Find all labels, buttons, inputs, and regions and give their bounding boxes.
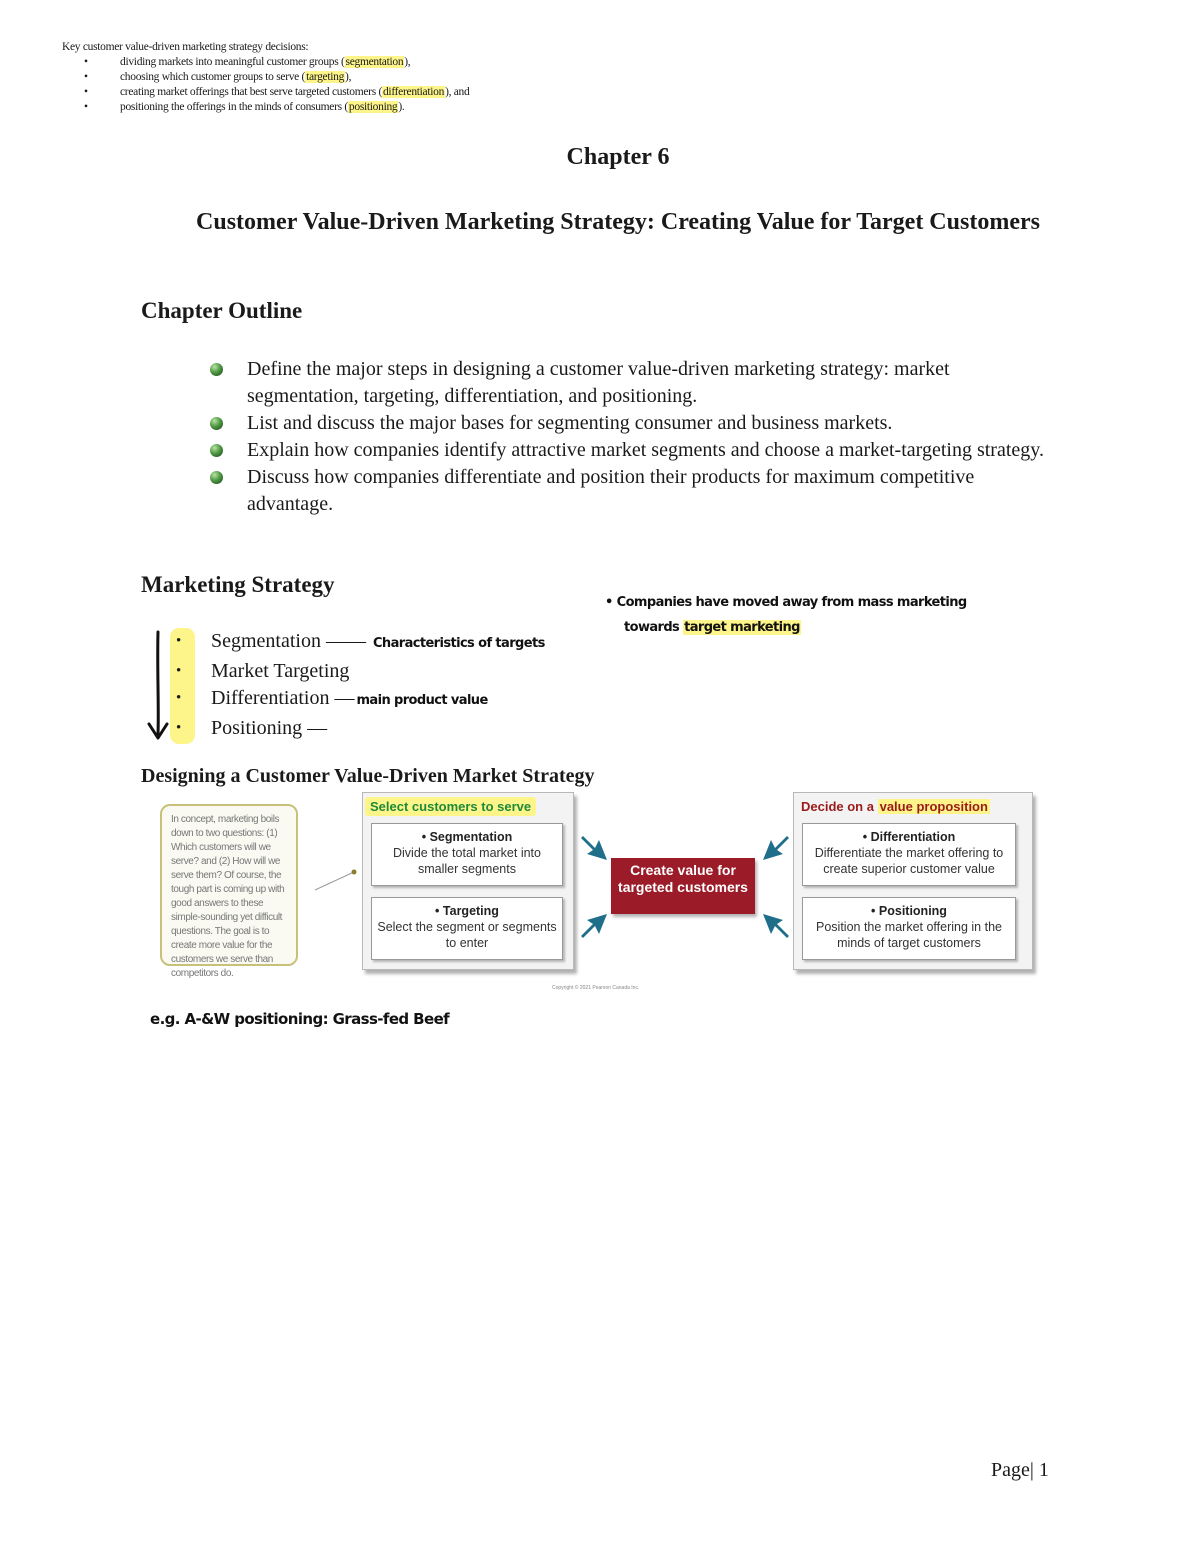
notes-item: [62, 70, 469, 85]
handwritten-example: e.g. A-&W positioning: Grass-fed Beef: [150, 1010, 450, 1028]
down-arrow-icon: [146, 628, 172, 744]
box-text: Select the segment or segments to enter: [377, 920, 557, 950]
notes-highlight: targeting: [306, 71, 345, 83]
value-proposition-panel: [793, 792, 1033, 970]
panel-heading-highlight: value proposition: [879, 799, 988, 814]
arrow-icon: [581, 914, 607, 938]
panel-heading: Select customers to serve: [365, 797, 536, 816]
notes-highlight: positioning: [348, 101, 398, 113]
outline-list: [210, 356, 1050, 518]
notes-text: ).: [398, 101, 405, 113]
strategy-item-label: Segmentation: [211, 630, 321, 652]
strategy-list: [170, 628, 545, 742]
chapter-title: Customer Value-Driven Marketing Strategy: Creating Value for Target Customers: [196, 209, 1040, 235]
box-text: Position the market offering in the minds of target customers: [816, 920, 1002, 950]
sidenote-text: towards: [624, 620, 680, 635]
outline-item-text: List and discuss the major bases for segmenting consumer and business markets.: [247, 412, 893, 434]
notes-text: ),: [404, 56, 411, 68]
page-number: Page| 1: [991, 1459, 1049, 1481]
strategy-item: [170, 658, 545, 686]
green-orb-bullet-icon: [210, 444, 223, 457]
notes-highlight: segmentation: [345, 56, 404, 68]
outline-heading: Chapter Outline: [141, 298, 303, 323]
notes-intro: Key customer value-driven marketing strategy decisions:: [62, 41, 309, 53]
strategy-item: • Positioning —: [170, 715, 545, 743]
strategy-item-label: Market Targeting: [211, 659, 350, 682]
panel-heading: [796, 797, 995, 816]
key-decisions-notes: [62, 40, 469, 115]
outline-item: [210, 464, 1050, 518]
green-orb-bullet-icon: [210, 417, 223, 430]
notes-text: choosing which customer groups to serve (: [120, 71, 306, 83]
box-text: Divide the total market into smaller segments: [393, 846, 541, 876]
notes-list: [62, 55, 469, 115]
strategy-diagram: [155, 792, 1045, 1002]
notes-text: dividing markets into meaningful customer groups (: [120, 56, 345, 68]
notes-item: [62, 85, 469, 100]
arrow-icon: [581, 836, 607, 860]
page-number-value: 1: [1038, 1459, 1049, 1481]
panel-heading-text: Decide on a: [801, 799, 874, 814]
outline-item: [210, 437, 1050, 464]
sidenote-highlight: target marketing: [684, 620, 800, 635]
notes-highlight: differentiation: [382, 86, 445, 98]
copyright-text: Copyright © 2021 Pearson Canada Inc.: [552, 985, 640, 991]
box-title: • Segmentation: [372, 829, 562, 845]
strategy-item-label: Positioning: [211, 716, 303, 739]
sidenote-line: [605, 615, 967, 640]
strategy-item: • Differentiation — main product value: [170, 685, 545, 715]
design-heading: Designing a Customer Value-Driven Market Strategy: [141, 765, 595, 787]
arrow-icon: [763, 914, 789, 938]
differentiation-box: [802, 823, 1016, 886]
outline-item-text: Discuss how companies differentiate and position their products for maximum competitive advantage.: [247, 466, 975, 515]
outline-item-text: Define the major steps in designing a customer value-driven marketing strategy: market segmentation, targeting, differentiation, and positioning.: [247, 358, 950, 407]
box-text: Differentiate the market offering to create superior customer value: [814, 846, 1004, 876]
notes-text: ), and: [445, 86, 470, 98]
handwritten-note: Characteristics of targets: [372, 636, 545, 651]
handwritten-note: main product value: [356, 693, 488, 708]
outline-item: [210, 356, 1050, 410]
notes-item: [62, 100, 469, 115]
strategy-item-label: Differentiation: [211, 687, 330, 709]
box-title: • Targeting: [372, 903, 562, 919]
notes-item: [62, 55, 469, 70]
strategy-heading: Marketing Strategy: [141, 572, 335, 597]
handwritten-sidenote: [605, 590, 967, 640]
chapter-label: Chapter 6: [566, 144, 670, 170]
green-orb-bullet-icon: [210, 363, 223, 376]
box-title: • Differentiation: [803, 829, 1015, 845]
box-title: • Positioning: [803, 903, 1015, 919]
outline-item-text: Explain how companies identify attractive market segments and choose a market-targeting strategy.: [247, 439, 1044, 461]
notes-text: creating market offerings that best serve targeted customers (: [120, 86, 382, 98]
positioning-box: [802, 897, 1016, 960]
arrow-icon: [763, 836, 789, 860]
notes-text: positioning the offerings in the minds of consumers (: [120, 101, 348, 113]
callout-note: In concept, marketing boils down to two questions: (1) Which customers will we serve? and (2) How will we serve them? Of course, the tough part is coming up with good answers to these simple-sounding yet difficult questions. The goal is to create more value for the customers we serve than competitors do.: [160, 804, 298, 966]
page-label: Page: [991, 1459, 1030, 1481]
strategy-item: • Segmentation —— Characteristics of targets: [170, 628, 545, 658]
create-value-box: Create value for targeted customers: [611, 858, 755, 914]
green-orb-bullet-icon: [210, 471, 223, 484]
sidenote-text: Companies have moved away from mass marketing: [616, 595, 967, 610]
outline-item: [210, 410, 1050, 437]
notes-text: ),: [345, 71, 352, 83]
sidenote-line: • Companies have moved away from mass marketing: [605, 595, 967, 610]
